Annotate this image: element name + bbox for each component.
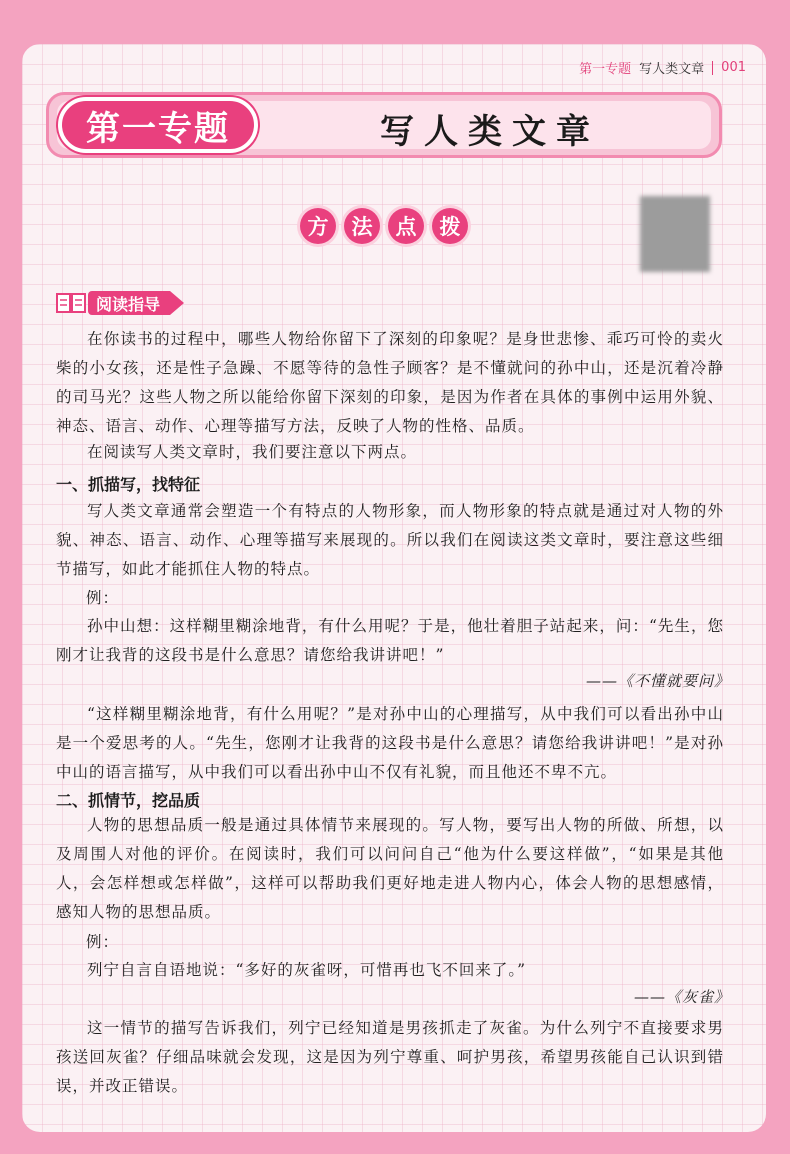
banner-title: 写人类文章: [380, 112, 600, 152]
method-heading: [300, 208, 468, 244]
redacted-image: [640, 196, 710, 272]
section-heading-2: 二、抓情节，挖品质: [56, 791, 201, 810]
example-label-2: 例：: [86, 933, 120, 951]
example-quote-2: 列宁自言自语地说：“多好的灰雀呀，可惜再也飞不回来了。”: [87, 961, 527, 979]
header-title: 写人类文章: [639, 62, 705, 77]
guide-arrow-icon: [170, 291, 184, 315]
example-quote-1: 孙中山想：这样糊里糊涂地背，有什么用呢？于是，他壮着胆子站起来，问：“先生，您刚才让我背的这段书是什么意思？请您给我讲讲吧！”: [56, 617, 724, 664]
reading-guide-tag: [56, 291, 184, 315]
section-heading-1: 一、抓描写，找特征: [56, 475, 201, 494]
paragraph-1: 写人类文章通常会塑造一个有特点的人物形象，而人物形象的特点就是通过对人物的外貌、神态、语言、动作、心理等描写来展现的。所以我们在阅读这类文章时，要注意这些细节描写，如此才能抓住人物的特点。: [56, 502, 724, 578]
method-char: 拨: [432, 208, 468, 244]
book-icon: [56, 292, 86, 314]
method-char: 方: [300, 208, 336, 244]
header-divider: [712, 61, 713, 75]
paragraph-4: 这一情节的描写告诉我们，列宁已经知道是男孩抓走了灰雀。为什么列宁不直接要求男孩送回灰雀？仔细品味就会发现，这是因为列宁尊重、呵护男孩，希望男孩能自己认识到错误，并改正错误。: [56, 1019, 724, 1095]
running-header: [579, 58, 746, 77]
example-source-1: ——《不懂就要问》: [585, 672, 730, 690]
example-source-2: ——《灰雀》: [633, 988, 730, 1006]
header-section: 第一专题: [579, 62, 632, 77]
paragraph-3: 人物的思想品质一般是通过具体情节来展现的。写人物，要写出人物的所做、所想，以及周围人对他的评价。在阅读时，我们可以问问自己“他为什么要这样做”，“如果是其他人，会怎样想或怎样做”，这样可以帮助我们更好地走进人物内心，体会人物的思想感情，感知人物的思想品质。: [56, 816, 724, 921]
page-number: 001: [721, 60, 746, 75]
paragraph-2: “这样糊里糊涂地背，有什么用呢？”是对孙中山的心理描写，从中我们可以看出孙中山是一个爱思考的人。“先生，您刚才让我背的这段书是什么意思？请您给我讲讲吧！”是对孙中山的语言描写，从中我们可以看出孙中山不仅有礼貌，而且他还不卑不亢。: [56, 705, 724, 781]
method-char: 法: [344, 208, 380, 244]
intro-note: 在阅读写人类文章时，我们要注意以下两点。: [87, 443, 418, 461]
intro-paragraph: 在你读书的过程中，哪些人物给你留下了深刻的印象呢？是身世悲惨、乖巧可怜的卖火柴的小女孩，还是性子急躁、不愿等待的急性子顾客？是不懂就问的孙中山，还是沉着冷静的司马光？这些人物之所以能给你留下深刻的印象，是因为作者在具体的事例中运用外貌、神态、语言、动作、心理等描写方法，反映了人物的性格、品质。: [56, 330, 724, 435]
example-label-1: 例：: [86, 589, 120, 607]
reading-guide-label: 阅读指导: [88, 291, 170, 315]
method-char: 点: [388, 208, 424, 244]
topic-pill: 第一专题: [58, 97, 258, 153]
